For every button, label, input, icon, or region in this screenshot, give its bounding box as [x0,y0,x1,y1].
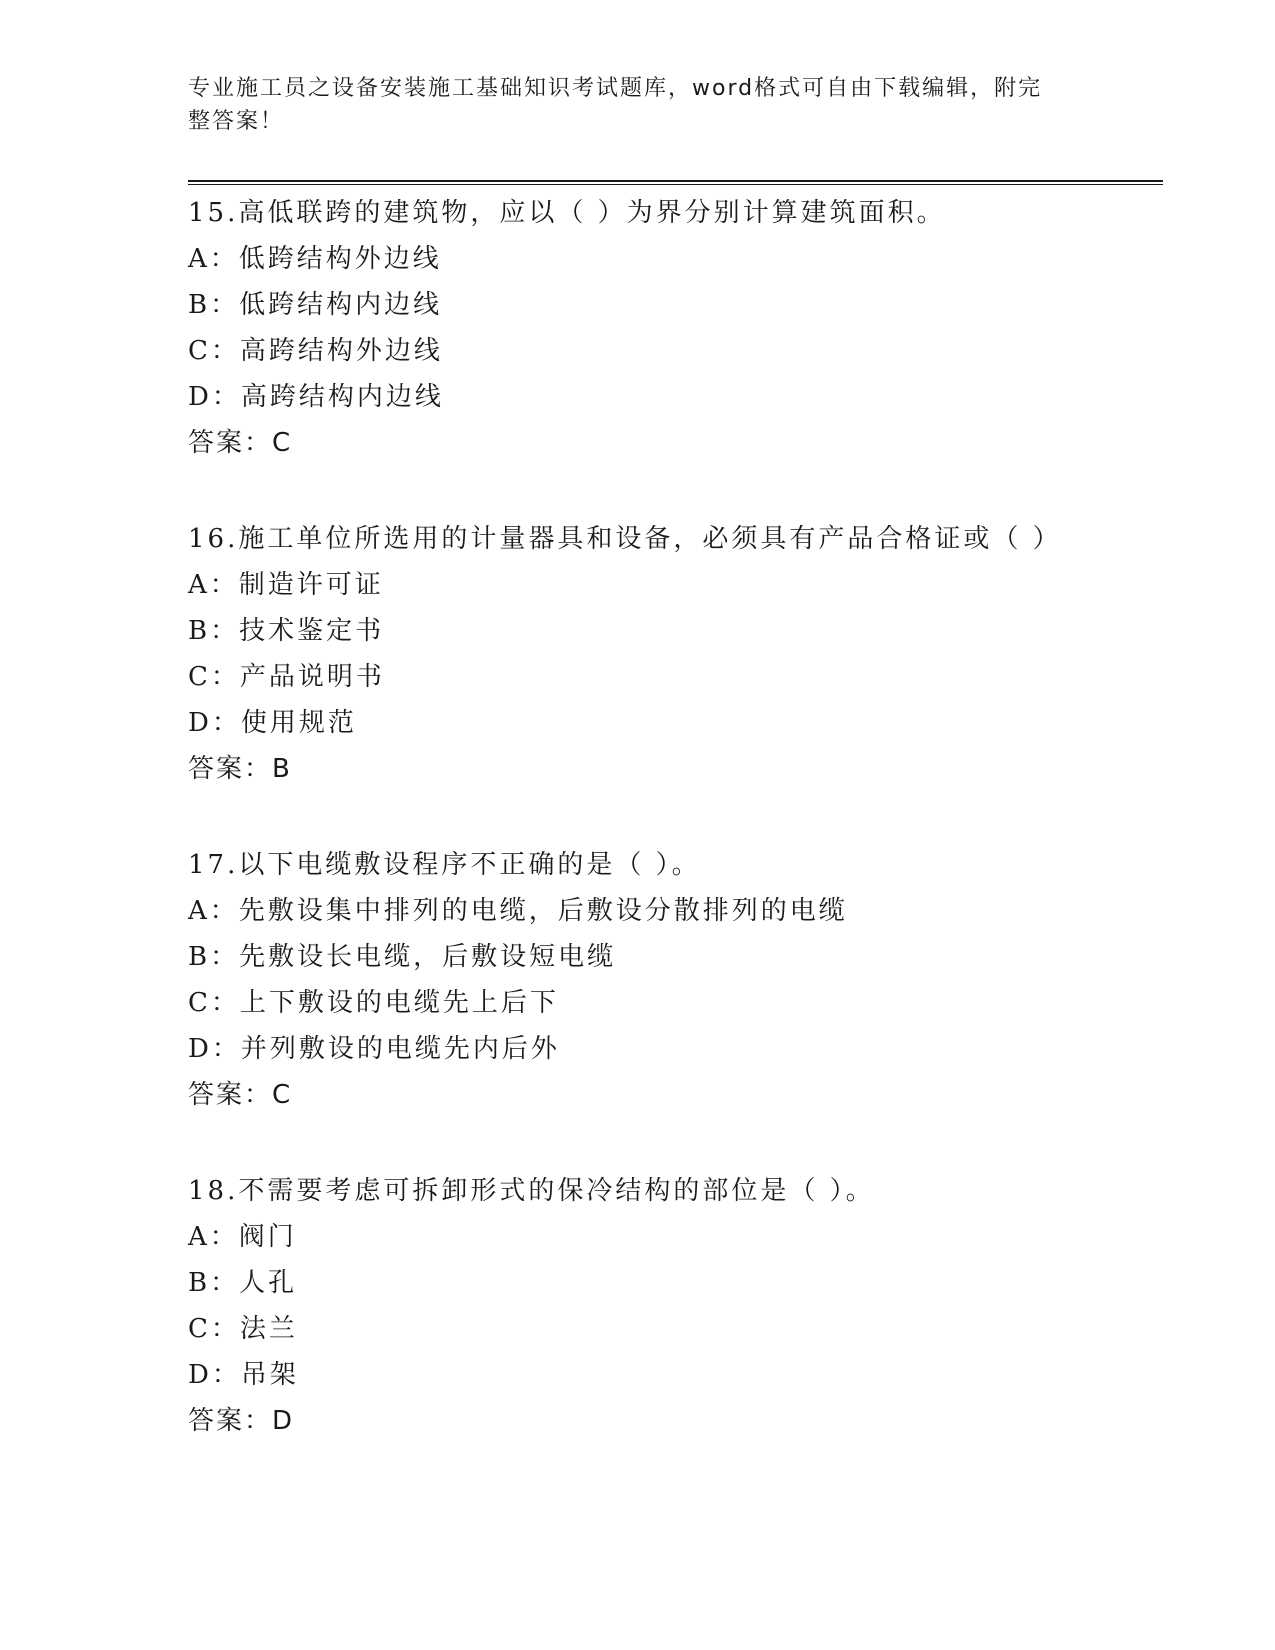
option-b: B：低跨结构内边线 [188,290,443,320]
answer-label: 答案：C [188,1080,293,1110]
document-header [188,72,1068,138]
answer-label: 答案：D [188,1406,295,1436]
question-18 [188,1168,1163,1444]
option-a: A：低跨结构外边线 [188,244,442,274]
header-divider-thin [188,184,1163,185]
option-d: D：使用规范 [188,708,357,738]
option-b: B：先敷设长电缆，后敷设短电缆 [188,942,617,972]
option-a: A：先敷设集中排列的电缆，后敷设分散排列的电缆 [188,896,848,926]
question-17 [188,842,1163,1118]
option-a: A：阀门 [188,1222,297,1252]
question-16 [188,516,1163,792]
option-b: B：技术鉴定书 [188,616,385,646]
option-c: C：产品说明书 [188,662,385,692]
option-a: A：制造许可证 [188,570,384,600]
question-15 [188,190,1163,466]
header-line-1: 专业施工员之设备安装施工基础知识考试题库，word格式可自由下载编辑，附完 [188,76,1043,101]
question-stem: 15.高低联跨的建筑物，应以（ ）为界分别计算建筑面积。 [188,198,946,228]
question-stem: 17.以下电缆敷设程序不正确的是（ ）。 [188,850,701,880]
header-line-2: 整答案！ [188,109,285,134]
option-d: D：吊架 [188,1360,299,1390]
header-divider-thick [188,180,1163,182]
question-stem: 16.施工单位所选用的计量器具和设备，必须具有产品合格证或（ ） [188,524,1062,554]
answer-label: 答案：C [188,428,293,458]
option-c: C：高跨结构外边线 [188,336,443,366]
question-list [188,190,1163,1494]
answer-label: 答案：B [188,754,292,784]
option-c: C：法兰 [188,1314,298,1344]
option-d: D：并列敷设的电缆先内后外 [188,1034,560,1064]
option-c: C：上下敷设的电缆先上后下 [188,988,559,1018]
option-d: D：高跨结构内边线 [188,382,444,412]
option-b: B：人孔 [188,1268,298,1298]
question-stem: 18.不需要考虑可拆卸形式的保冷结构的部位是（ ）。 [188,1176,875,1206]
